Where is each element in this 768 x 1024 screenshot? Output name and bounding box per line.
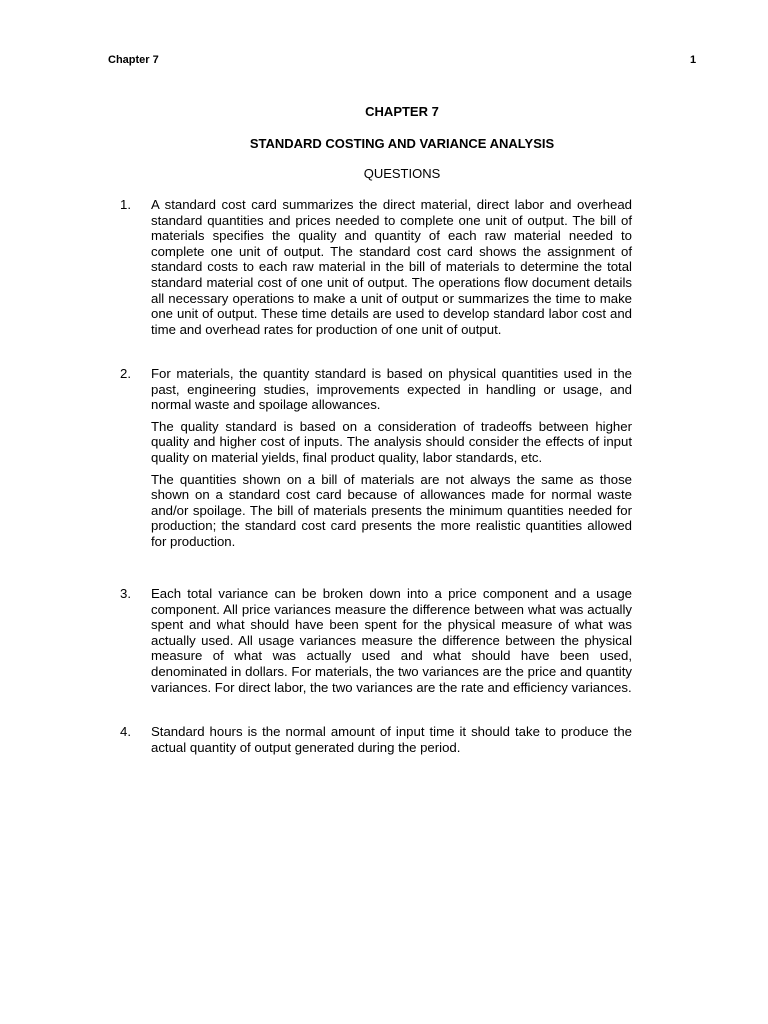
chapter-title: STANDARD COSTING AND VARIANCE ANALYSIS	[249, 136, 555, 151]
question-3	[120, 586, 632, 695]
question-2	[120, 366, 632, 550]
question-1	[120, 197, 632, 337]
chapter-heading: CHAPTER 7	[365, 104, 439, 119]
question-paragraph: Each total variance can be broken down into a price component and a usage component. All price variances measure the difference between what was actually spent and what should have been spent for the physical measure of what was actually used. All usage variances measure the difference between the physical measure of what was actually used and what should have been used, denominated in dollars. For materials, the two variances are the price and quantity variances. For direct labor, the two variances are the rate and efficiency variances.	[151, 586, 632, 695]
section-heading: QUESTIONS	[363, 166, 441, 181]
page-number: 1	[690, 54, 697, 66]
question-number: 3.	[120, 586, 131, 601]
question-paragraph: The quality standard is based on a consideration of tradeoffs between higher quality and higher cost of inputs. The analysis should consider the effects of input quality on material yields, final product quality, labor standards, etc.	[151, 418, 632, 465]
question-paragraph: The quantities shown on a bill of materials are not always the same as those shown on a standard cost card because of allowances made for normal waste and/or spoilage. The bill of materials presents the minimum quantities needed for production; the standard cost card presents the more realistic quantities allowed for production.	[151, 471, 632, 549]
question-paragraph: Standard hours is the normal amount of input time it should take to produce the actual quantity of output generated during the period.	[151, 724, 632, 755]
question-number: 1.	[120, 197, 131, 212]
question-4	[120, 724, 632, 755]
question-number: 4.	[120, 724, 131, 739]
question-paragraph: For materials, the quantity standard is based on physical quantities used in the past, engineering studies, improvements expected in handling or usage, and normal waste and spoilage allowances.	[151, 366, 632, 413]
question-paragraph: A standard cost card summarizes the direct material, direct labor and overhead standard quantities and prices needed to complete one unit of output. The bill of materials specifies the quality and quantity of each raw material needed to complete one unit of output. The standard cost card shows the assignment of standard costs to each raw material in the bill of materials to determine the total standard material cost of one unit of output. The operations flow document details all necessary operations to make a unit of output or summarizes the time to make one unit of output. These time details are used to develop standard labor cost and time and overhead rates for production of one unit of output.	[151, 197, 632, 337]
running-header: Chapter 7	[108, 54, 159, 66]
question-number: 2.	[120, 366, 131, 381]
